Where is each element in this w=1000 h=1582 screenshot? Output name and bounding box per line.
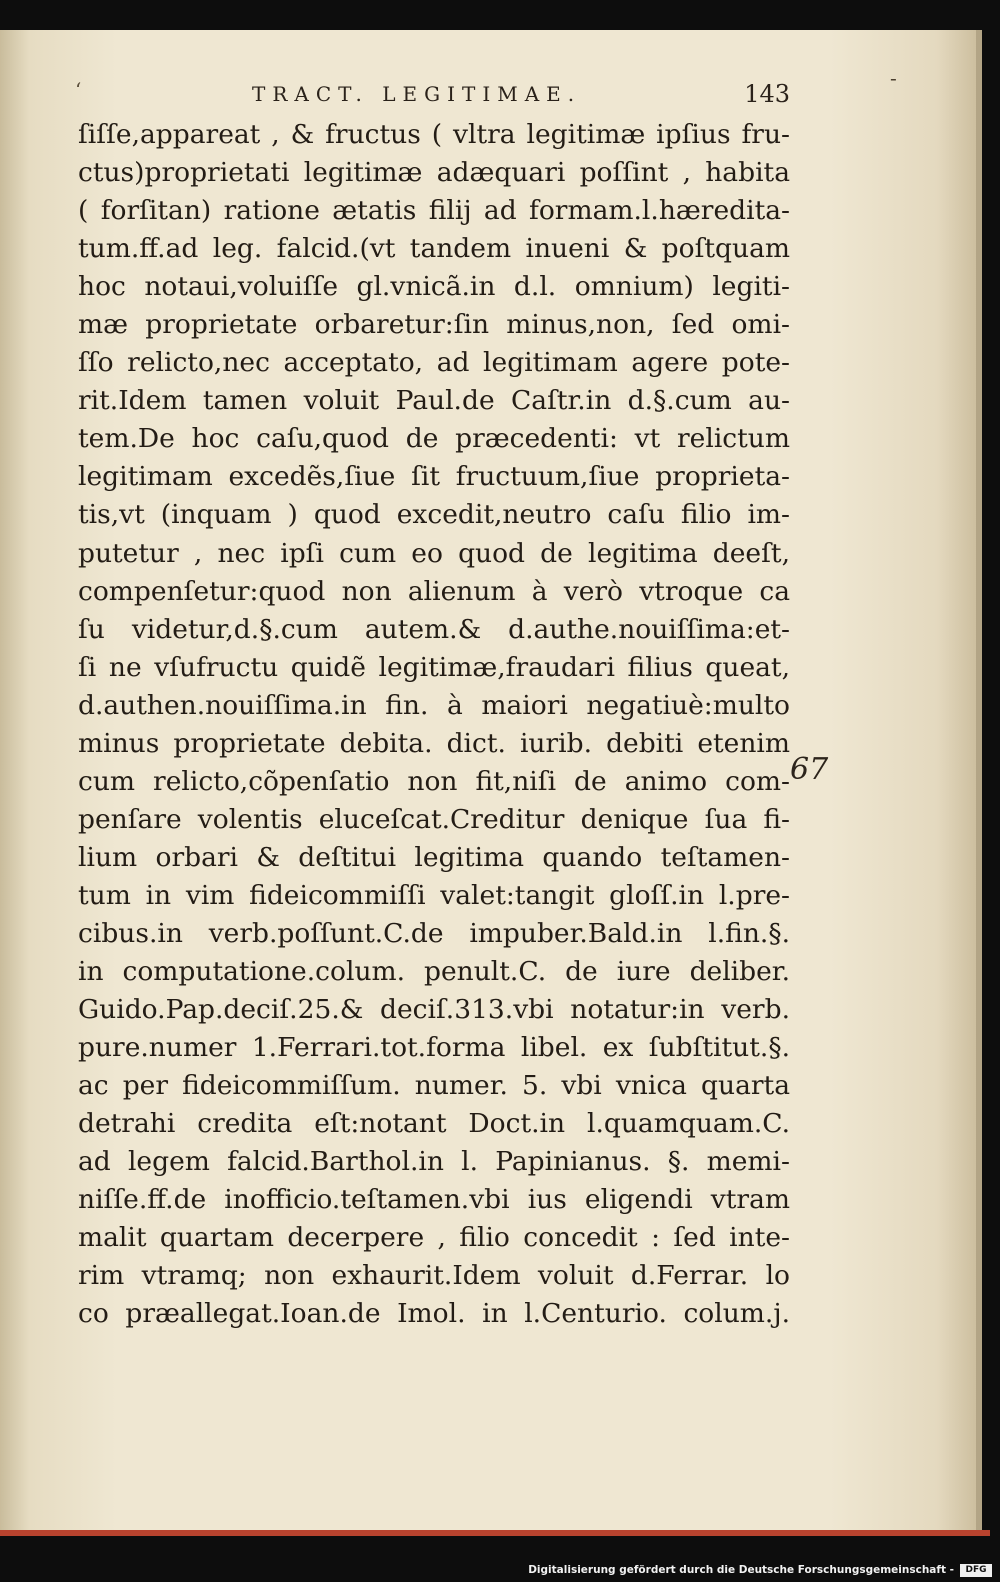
text-line: niſſe.ff.de inofficio.teſtamen.vbi ius eligendi vtram (78, 1184, 790, 1216)
text-line: cibus.in verb.poſſunt.C.de impuber.Bald.in l.fin.§. (78, 917, 790, 949)
text-line: minus proprietate debita. dict. iurib. debiti etenim (78, 727, 790, 759)
text-line: tis,vt (inquam ) quod excedit,neutro caſu filio im- (78, 499, 790, 531)
text-line: tum in vim fideicommiſſi valet:tangit gloſſ.in l.pre- (78, 879, 790, 911)
text-line: ( forſitan) ratione ætatis filij ad formam.l.hæredita- (78, 195, 790, 227)
text-line: tem.De hoc caſu,quod de præcedenti: vt relictum (78, 423, 790, 455)
header-mark: ʻ (75, 78, 82, 102)
text-line: hoc notaui,voluiſſe gl.vnicã.in d.l. omnium) legiti- (78, 271, 790, 303)
text-line: ad legem falcid.Barthol.in l. Papinianus. §. memi- (78, 1146, 790, 1178)
text-line: legitimam excedẽs,ſiue ſit fructuum,ſiue proprieta- (78, 461, 790, 493)
text-line: putetur , nec ipſi cum eo quod de legitima deeſt, (78, 537, 790, 569)
body-text (78, 116, 790, 1334)
footer-bar (0, 1550, 1000, 1582)
corner-mark: - (890, 66, 897, 90)
dfg-logo: DFG (960, 1564, 992, 1577)
text-line: rit.Idem tamen voluit Paul.de Caſtr.in d.§.cum au- (78, 385, 790, 417)
page-number: 143 (744, 80, 790, 108)
text-line: tum.ff.ad leg. falcid.(vt tandem inueni & poſtquam (78, 233, 790, 265)
text-line: Guido.Pap.deciſ.25.& deciſ.313.vbi notatur:in verb. (78, 994, 790, 1026)
text-line: rim vtramq; non exhaurit.Idem voluit d.Ferrar. lo (78, 1260, 790, 1292)
margin-note: 67 (790, 752, 829, 787)
page-edge (0, 1530, 990, 1536)
text-line: detrahi credita eſt:notant Doct.in l.quamquam.C. (78, 1108, 790, 1140)
text-line: ac per fideicommiſſum. numer. 5. vbi vnica quarta (78, 1070, 790, 1102)
funding-credit: Digitalisierung gefördert durch die Deutsche Forschungsgemeinschaft - (528, 1564, 954, 1576)
text-line: lium orbari & deſtitui legitima quando teſtamen- (78, 841, 790, 873)
text-line: ſſo relicto,nec acceptato, ad legitimam agere pote- (78, 347, 790, 379)
text-line: ſi ne vſufructu quidẽ legitimæ,fraudari filius queat, (78, 651, 790, 683)
text-line: co præallegat.Ioan.de Imol. in l.Centurio. colum.j. (78, 1298, 790, 1330)
text-line: d.authen.nouiſſima.in fin. à maiori negatiuè:multo (78, 689, 790, 721)
text-line: cum relicto,cõpenſatio non fit,niſi de animo com- (78, 765, 790, 797)
text-line: ctus)proprietati legitimæ adæquari poſſint , habita (78, 157, 790, 189)
text-line: mæ proprietate orbaretur:ſin minus,non, ſed omi- (78, 309, 790, 341)
text-line: compenſetur:quod non alienum à verò vtroque ca (78, 575, 790, 607)
page-header (230, 82, 790, 112)
text-line: in computatione.colum. penult.C. de iure deliber. (78, 956, 790, 988)
text-line: pure.numer 1.Ferrari.tot.forma libel. ex ſubſtitut.§. (78, 1032, 790, 1064)
running-title: TRACT. LEGITIMAE. (252, 82, 582, 106)
text-line: ſu videtur,d.§.cum autem.& d.authe.nouiſſima:et- (78, 613, 790, 645)
text-line: malit quartam decerpere , filio concedit : ſed inte- (78, 1222, 790, 1254)
text-line: ſiſſe,appareat , & fructus ( vltra legitimæ ipſius fru- (78, 119, 790, 150)
text-line: penſare volentis eluceſcat.Creditur denique ſua fi- (78, 803, 790, 835)
